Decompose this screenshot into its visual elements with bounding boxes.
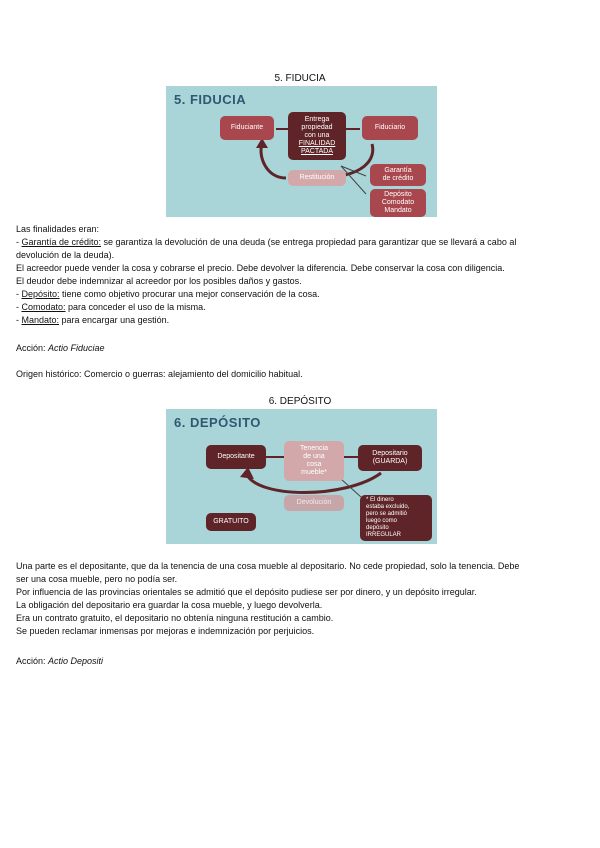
gratuito-box: GRATUITO (206, 513, 256, 531)
devolucion-box: Devolución (284, 495, 344, 511)
fiducia-text-block (16, 223, 586, 327)
deposito-line-2: Comodato (381, 198, 415, 206)
deudor-line: El deudor debe indemnizar al acreedor por los posibles daños y gastos. (16, 276, 302, 286)
p3-line: La obligación del depositario era guardar la cosa mueble, y luego devolverla. (16, 600, 323, 610)
deposito-slide-image (166, 409, 437, 544)
accion-value: Actio Fiduciae (48, 343, 105, 353)
note-line-5: depósito (366, 524, 389, 531)
p4-line: Era un contrato gratuito, el depositario no obtenía ninguna restitución a cambio. (16, 613, 334, 623)
center-line-2: propiedad (301, 123, 333, 131)
acreedor-line: El acreedor puede vender la cosa y cobrarse el precio. Debe devolver la diferencia. Debe conservar la cosa con diligencia. (16, 263, 505, 273)
fiduciante-box: Fiduciante (220, 116, 274, 140)
p2-line: Por influencia de las provincias orientales se admitió que el depósito pudiese ser por dinero, y un depósito irregular. (16, 587, 477, 597)
garantia-line: - Garantía de crédito: se garantiza la devolución de una deuda (se entrega propiedad para garantizar que se llevará a cabo al (16, 237, 517, 247)
deposito-line-1: Depósito (384, 190, 412, 198)
garantia-line-1: Garantía (384, 166, 412, 174)
center-line-4: FINALIDAD (298, 140, 336, 148)
comodato-text: para conceder el uso de la misma. (65, 302, 206, 312)
depositante-box: Depositante (206, 445, 266, 469)
deposito-label: Depósito: (21, 289, 60, 299)
entrega-propiedad-box (288, 112, 346, 160)
p1-line: Una parte es el depositante, que da la tenencia de una cosa mueble al depositario. No cede propiedad, solo la tenencia. Debe (16, 561, 520, 571)
mandato-label: Mandato: (21, 315, 60, 325)
deposito-box (370, 189, 426, 217)
section-heading-fiducia: 5. FIDUCIA (274, 73, 326, 84)
note-line-3: pero se admitió (366, 511, 408, 518)
mandato-text: para encargar una gestión. (59, 315, 170, 325)
deposito-line-3: Mandato (384, 207, 412, 215)
garantia-box (370, 164, 426, 186)
garantia-label: Garantía de crédito: (21, 237, 102, 247)
note-line-4: luego como (366, 518, 398, 524)
restitucion-box: Restitución (288, 170, 346, 186)
fiducia-slide-image (166, 86, 437, 217)
comodato-label: Comodato: (21, 302, 66, 312)
depositario-line-1: Depositario (372, 449, 408, 457)
note-line-2: estaba excluido, (366, 504, 410, 511)
p1b-line: ser una cosa mueble, pero no podía ser. (16, 574, 178, 584)
accion-fiducia (16, 342, 586, 355)
mandato-line: - Mandato: para encargar una gestión. (16, 315, 170, 325)
slide-title-2: 6. DEPÓSITO (174, 415, 261, 430)
center-line-5: PACTADA (300, 148, 334, 156)
fiduciario-box: Fiduciario (362, 116, 418, 140)
garantia-line-2: de crédito (382, 175, 414, 182)
section-heading-deposito: 6. DEPÓSITO (268, 396, 332, 407)
note-box (360, 495, 432, 541)
origen-line: Origen histórico: Comercio o guerras: alejamiento del domicilio habitual. (16, 369, 303, 379)
depositario-box (358, 445, 422, 471)
tenencia-box (284, 441, 344, 481)
accion-value-2: Actio Depositi (48, 656, 104, 666)
accion-label: Acción: (16, 343, 49, 353)
deposito-text: tiene como objetivo procurar una mejor conservación de la cosa. (59, 289, 320, 299)
tenencia-line-4: mueble* (301, 469, 327, 477)
deposito-text-block (16, 560, 586, 638)
intro-line: Las finalidades eran: (16, 224, 100, 234)
accion-deposito (16, 655, 586, 668)
garantia-line-2: devolución de la deuda). (16, 250, 115, 260)
depositario-line-2: (GUARDA) (372, 458, 408, 465)
comodato-line: - Comodato: para conceder el uso de la misma. (16, 302, 206, 312)
garantia-text: se garantiza la devolución de una deuda (se entrega propiedad para garantizar que se llevará a cabo al (101, 237, 517, 247)
center-line-1: Entrega (304, 115, 330, 123)
deposito-line: - Depósito: tiene como objetivo procurar una mejor conservación de la cosa. (16, 289, 320, 299)
note-line-6: IRREGULAR (366, 531, 402, 538)
accion-label-2: Acción: (16, 656, 49, 666)
center-line-3: con una (304, 131, 330, 139)
p5-line: Se pueden reclamar inmensas por mejoras e indemnización por perjuicios. (16, 626, 315, 636)
note-line-1: * El dinero (366, 497, 394, 504)
tenencia-line-2: de una (303, 452, 325, 460)
tenencia-line-3: cosa (306, 461, 322, 468)
tenencia-line-1: Tenencia (299, 444, 329, 452)
slide-title: 5. FIDUCIA (174, 92, 247, 107)
